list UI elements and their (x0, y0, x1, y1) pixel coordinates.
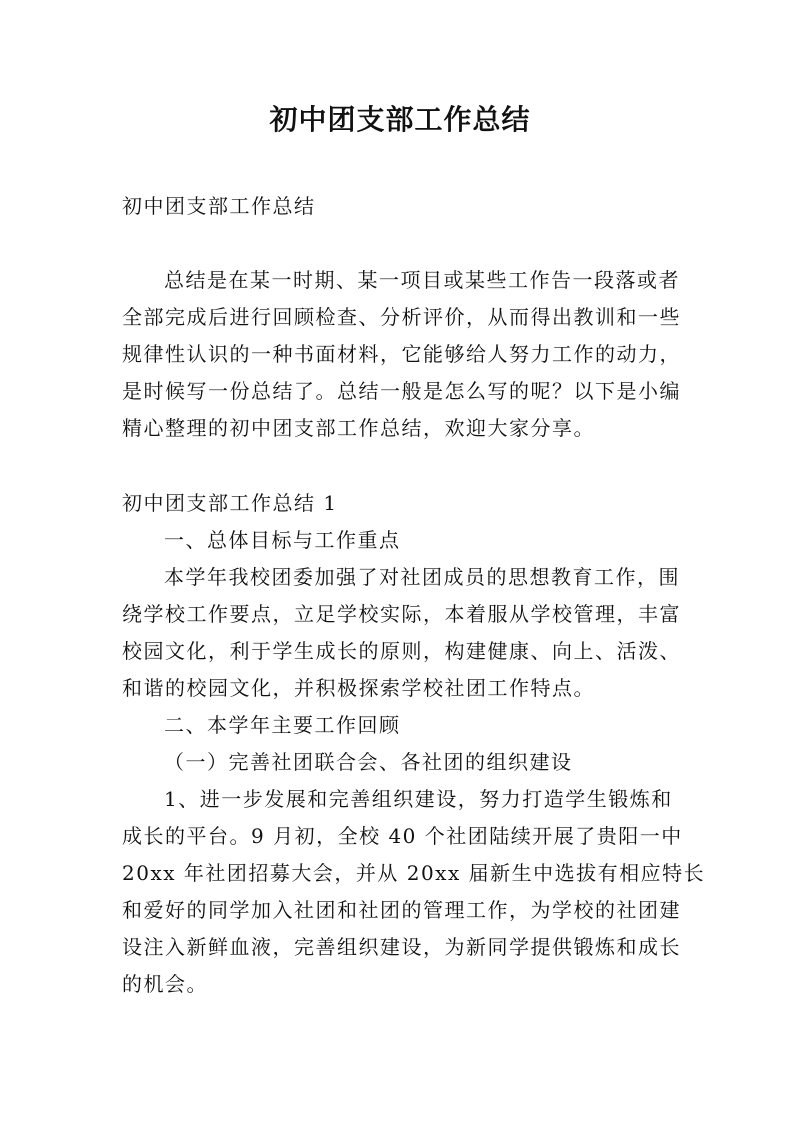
body-line: 20xx 年社团招募大会，并从 20xx 届新生中选拔有相应特长 (122, 861, 706, 885)
document-title: 初中团支部工作总结 (269, 103, 531, 136)
body-line: 的机会。 (122, 972, 208, 996)
intro-line: 总结是在某一时期、某一项目或某些工作告一段落或者 (164, 268, 680, 292)
body-line: 本学年我校团委加强了对社团成员的思想教育工作，围 (164, 565, 680, 589)
body-line: 成长的平台。9 月初，全校 40 个社团陆续开展了贵阳一中 (122, 824, 683, 848)
document-subtitle: 初中团支部工作总结 (122, 194, 316, 218)
body-line: 设注入新鲜血液，完善组织建设，为新同学提供锻炼和成长 (122, 935, 681, 959)
body-line: 绕学校工作要点，立足学校实际，本着服从学校管理，丰富 (122, 602, 681, 626)
body-line: 和谐的校园文化，并积极探索学校社团工作特点。 (122, 676, 595, 700)
intro-line: 精心整理的初中团支部工作总结，欢迎大家分享。 (122, 416, 595, 440)
body-line: 一、总体目标与工作重点 (164, 528, 401, 552)
body-line: 和爱好的同学加入社团和社团的管理工作，为学校的社团建 (122, 898, 681, 922)
intro-line: 全部完成后进行回顾检查、分析评价，从而得出教训和一些 (122, 305, 681, 329)
intro-line: 规律性认识的一种书面材料，它能够给人努力工作的动力， (122, 342, 681, 366)
body-line: 1、进一步发展和完善组织建设，努力打造学生锻炼和 (164, 787, 673, 811)
section-title: 初中团支部工作总结 1 (122, 491, 338, 515)
intro-line: 是时候写一份总结了。总结一般是怎么写的呢？以下是小编 (122, 379, 681, 403)
body-line: 校园文化，利于学生成长的原则，构建健康、向上、活泼、 (122, 639, 681, 663)
body-line: 二、本学年主要工作回顾 (164, 713, 401, 737)
body-line: （一）完善社团联合会、各社团的组织建设 (164, 750, 573, 774)
